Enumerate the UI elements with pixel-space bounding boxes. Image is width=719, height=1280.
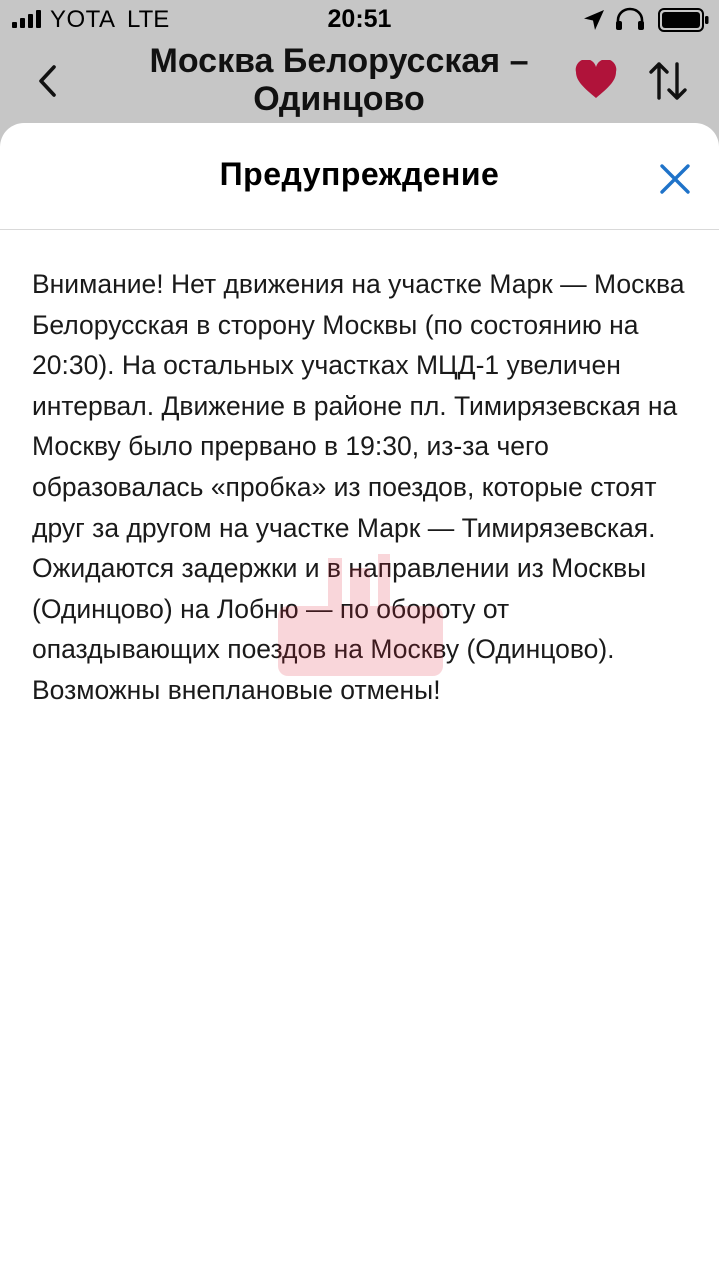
carrier-name: YOTA — [50, 6, 116, 33]
status-bar — [0, 0, 719, 40]
route-title: Москва Белорусская – Одинцово — [149, 42, 529, 118]
nav-bar — [0, 40, 719, 122]
swap-arrows-icon — [651, 64, 685, 98]
headphones-icon — [613, 7, 647, 31]
swap-direction-button[interactable] — [648, 60, 688, 102]
heart-icon — [576, 60, 617, 98]
back-button[interactable] — [30, 58, 66, 104]
sheet-header — [0, 123, 719, 230]
warning-sheet — [0, 123, 719, 1280]
close-button[interactable] — [655, 159, 695, 199]
network-type: LTE — [127, 6, 170, 33]
warning-message: Внимание! Нет движения на участке Марк — Москва Белорусская в сторону Москвы (по состоянию на 20:30). На остальных участках МЦД-1 увеличен интервал. Движение в районе пл. Тимирязевская на Москву было прервано в 19:30, из-за чего образовалась «пробка» из поездов, которые стоят друг за другом на участке Марк — Тимирязевская. Ожидаются задержки и в направлении из Москвы (Одинцово) на Лобню — по обороту от опаздывающих поездов на Москву (Одинцово). Возможны внеплановые отмены! — [32, 269, 685, 705]
sheet-title: Предупреждение — [219, 156, 500, 192]
favorite-button[interactable] — [574, 60, 618, 100]
status-time: 20:51 — [327, 5, 392, 33]
close-icon — [662, 166, 688, 192]
chevron-left-icon — [37, 64, 59, 98]
location-arrow-icon — [582, 8, 606, 32]
battery-icon — [658, 8, 710, 32]
